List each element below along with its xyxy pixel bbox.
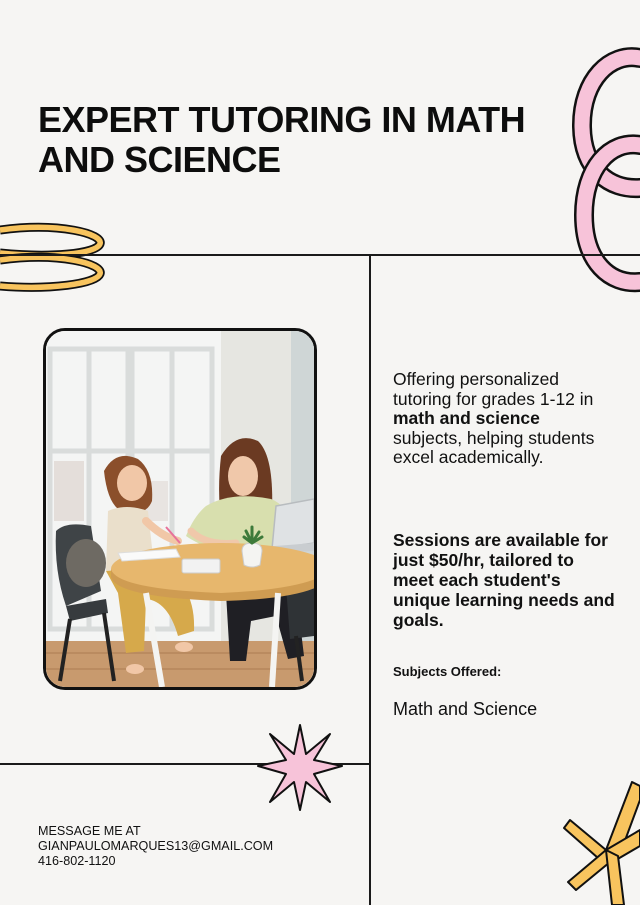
divider-vertical: [369, 254, 371, 905]
contact-info: [38, 824, 368, 869]
subjects-label: Subjects Offered:: [393, 664, 502, 679]
divider-top: [0, 254, 640, 256]
description-part2: subjects, helping students excel academically.: [393, 427, 595, 467]
pink-star-icon: [256, 722, 344, 812]
pink-loops-icon: [570, 40, 640, 300]
sessions-text: Sessions are available for just $50/hr, tailored to meet each student's unique learning needs and goals.: [393, 530, 615, 630]
page-title: EXPERT TUTORING IN MATH AND SCIENCE: [38, 99, 526, 180]
contact-phone: 416-802-1120: [38, 854, 116, 868]
contact-email: MESSAGE ME AT GIANPAULOMARQUES13@GMAIL.COM: [38, 824, 274, 853]
subjects-value: Math and Science: [393, 699, 538, 719]
description-text: [393, 370, 613, 468]
yellow-rings-icon: [0, 220, 110, 300]
description-part1: Offering personalized tutoring for grades 1-12 in: [393, 369, 594, 409]
yellow-burst-icon: [560, 770, 640, 905]
tutoring-photo: [43, 328, 317, 690]
description-bold: math and science: [393, 408, 540, 428]
